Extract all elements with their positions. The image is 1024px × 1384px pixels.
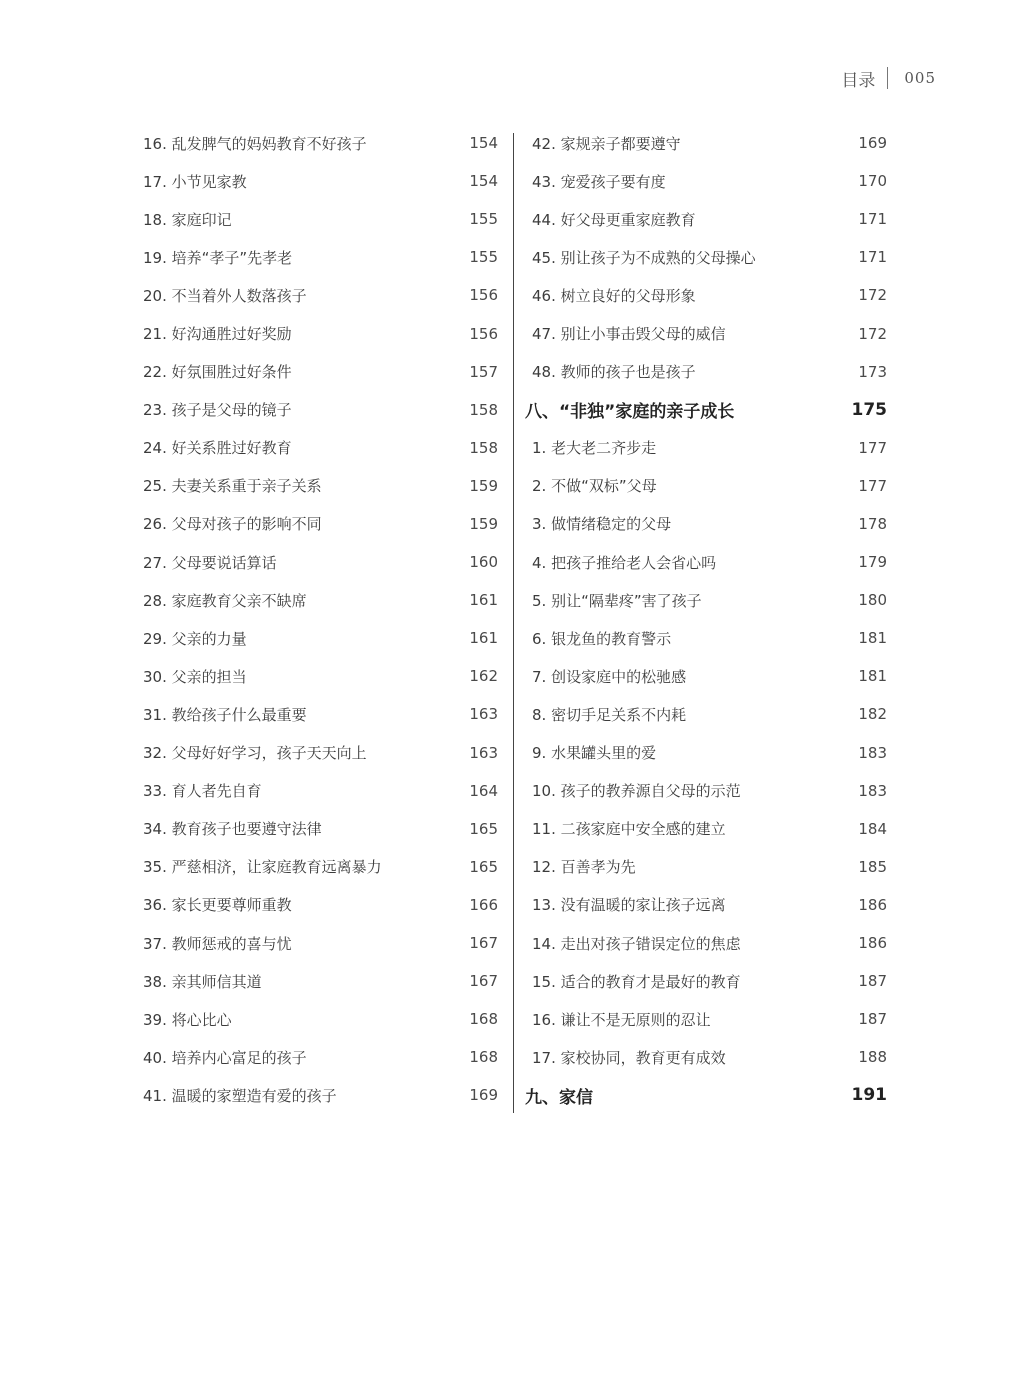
toc-entry-page: 180 — [858, 591, 887, 610]
toc-entry-title: 17. 小节见家教 — [143, 172, 247, 191]
toc-entry-page: 187 — [858, 972, 887, 991]
toc-entry-title: 19. 培养“孝子”先孝老 — [143, 248, 293, 267]
toc-entry-page: 156 — [469, 324, 498, 343]
toc-entry-page: 167 — [469, 934, 498, 953]
toc-entry-title: 29. 父亲的力量 — [143, 629, 247, 648]
toc-entry[interactable] — [143, 238, 498, 276]
toc-entry-page: 154 — [469, 172, 498, 191]
toc-entry-page: 177 — [858, 438, 887, 457]
toc-entry-page: 187 — [858, 1010, 887, 1029]
toc-entry-page: 160 — [469, 553, 498, 572]
toc-entry-page: 175 — [851, 399, 887, 420]
toc-entry[interactable] — [525, 505, 887, 543]
toc-entry-title: 22. 好氛围胜过好条件 — [143, 363, 292, 382]
toc-entry-page: 170 — [858, 172, 887, 191]
toc-entry-title: 1. 老大老二齐步走 — [532, 439, 657, 458]
toc-entry[interactable] — [143, 734, 498, 772]
toc-entry[interactable] — [143, 619, 498, 657]
toc-entry[interactable] — [143, 162, 498, 200]
toc-entry[interactable] — [143, 810, 498, 848]
toc-entry-title: 7. 创设家庭中的松驰感 — [532, 667, 687, 686]
toc-entry-title: 10. 孩子的教养源自父母的示范 — [532, 782, 741, 801]
toc-entry-title: 26. 父母对孩子的影响不同 — [143, 515, 322, 534]
toc-entry-page: 188 — [858, 1048, 887, 1067]
toc-entry-page: 183 — [858, 743, 887, 762]
toc-entry-title: 24. 好关系胜过好教育 — [143, 439, 292, 458]
toc-entry[interactable] — [143, 848, 498, 886]
toc-entry[interactable] — [525, 962, 887, 1000]
toc-entry-page: 157 — [469, 362, 498, 381]
toc-entry[interactable] — [143, 581, 498, 619]
toc-entry-page: 163 — [469, 705, 498, 724]
toc-entry-title: 17. 家校协同，教育更有成效 — [532, 1048, 726, 1067]
toc-entry-title: 25. 夫妻关系重于亲子关系 — [143, 477, 322, 496]
toc-entry-page: 186 — [858, 934, 887, 953]
toc-entry-title: 八、“非独”家庭的亲子成长 — [525, 402, 735, 423]
toc-entry-page: 165 — [469, 857, 498, 876]
toc-entry[interactable] — [143, 314, 498, 352]
toc-entry-page: 186 — [858, 895, 887, 914]
toc-entry-page: 155 — [469, 248, 498, 267]
toc-entry-title: 48. 教师的孩子也是孩子 — [532, 363, 696, 382]
toc-entry-title: 41. 温暖的家塑造有爱的孩子 — [143, 1086, 337, 1105]
toc-entry-page: 164 — [469, 781, 498, 800]
toc-entry-page: 163 — [469, 743, 498, 762]
toc-entry-page: 155 — [469, 210, 498, 229]
toc-entry-title: 45. 别让孩子为不成熟的父母操心 — [532, 248, 756, 267]
toc-entry[interactable] — [525, 162, 887, 200]
toc-entry-page: 172 — [858, 324, 887, 343]
toc-entry-page: 166 — [469, 895, 498, 914]
toc-entry[interactable] — [143, 200, 498, 238]
toc-entry-page: 168 — [469, 1010, 498, 1029]
toc-entry-title: 33. 育人者先自育 — [143, 782, 262, 801]
toc-entry-title: 16. 乱发脾气的妈妈教育不好孩子 — [143, 134, 367, 153]
toc-entry[interactable] — [143, 276, 498, 314]
toc-entry-title: 14. 走出对孩子错误定位的焦虑 — [532, 934, 741, 953]
toc-entry-page: 173 — [858, 362, 887, 381]
toc-entry-page: 158 — [469, 400, 498, 419]
toc-entry-title: 15. 适合的教育才是最好的教育 — [532, 972, 741, 991]
toc-entry[interactable] — [525, 543, 887, 581]
toc-entry-page: 158 — [469, 438, 498, 457]
toc-left-column — [143, 124, 498, 1114]
toc-entry[interactable] — [525, 581, 887, 619]
toc-entry-page: 169 — [858, 134, 887, 153]
toc-entry[interactable] — [525, 848, 887, 886]
toc-entry-page: 159 — [469, 476, 498, 495]
page-number: 005 — [904, 69, 936, 87]
toc-entry[interactable] — [525, 314, 887, 352]
toc-entry-title: 34. 教育孩子也要遵守法律 — [143, 820, 322, 839]
toc-section-heading[interactable] — [525, 391, 887, 429]
toc-entry-page: 177 — [858, 476, 887, 495]
toc-entry[interactable] — [525, 657, 887, 695]
toc-entry-title: 9. 水果罐头里的爱 — [532, 744, 657, 763]
toc-entry-title: 6. 银龙鱼的教育警示 — [532, 629, 672, 648]
toc-entry[interactable] — [143, 124, 498, 162]
toc-entry[interactable] — [525, 1038, 887, 1076]
toc-entry-page: 172 — [858, 286, 887, 305]
toc-entry-title: 39. 将心比心 — [143, 1010, 232, 1029]
toc-entry-title: 18. 家庭印记 — [143, 210, 232, 229]
toc-entry-title: 20. 不当着外人数落孩子 — [143, 286, 307, 305]
toc-entry-page: 181 — [858, 667, 887, 686]
toc-entry-title: 36. 家长更要尊师重教 — [143, 896, 292, 915]
toc-entry-page: 183 — [858, 781, 887, 800]
toc-entry[interactable] — [143, 543, 498, 581]
toc-entry[interactable] — [525, 734, 887, 772]
toc-entry[interactable] — [525, 200, 887, 238]
toc-entry[interactable] — [525, 886, 887, 924]
toc-entry[interactable] — [143, 657, 498, 695]
toc-entry-title: 43. 宠爱孩子要有度 — [532, 172, 666, 191]
toc-entry-title: 23. 孩子是父母的镜子 — [143, 401, 292, 420]
toc-entry-title: 2. 不做“双标”父母 — [532, 477, 657, 496]
toc-entry-page: 191 — [851, 1085, 887, 1106]
toc-entry-page: 168 — [469, 1048, 498, 1067]
toc-entry-page: 171 — [858, 248, 887, 267]
toc-entry-title: 46. 树立良好的父母形象 — [532, 286, 696, 305]
toc-entry[interactable] — [525, 619, 887, 657]
toc-entry-title: 5. 别让“隔辈疼”害了孩子 — [532, 591, 702, 610]
toc-entry[interactable] — [143, 391, 498, 429]
toc-entry-page: 171 — [858, 210, 887, 229]
toc-entry[interactable] — [143, 467, 498, 505]
toc-entry[interactable] — [525, 467, 887, 505]
toc-entry-title: 44. 好父母更重家庭教育 — [532, 210, 696, 229]
toc-entry[interactable] — [143, 1038, 498, 1076]
toc-entry[interactable] — [525, 924, 887, 962]
toc-entry[interactable] — [143, 1000, 498, 1038]
toc-entry-page: 185 — [858, 857, 887, 876]
toc-entry-page: 178 — [858, 514, 887, 533]
toc-entry-page: 167 — [469, 972, 498, 991]
header-divider — [887, 67, 888, 89]
toc-entry-page: 156 — [469, 286, 498, 305]
toc-entry[interactable] — [525, 124, 887, 162]
toc-entry[interactable] — [525, 1000, 887, 1038]
toc-entry[interactable] — [143, 772, 498, 810]
toc-entry[interactable] — [143, 924, 498, 962]
toc-entry-title: 4. 把孩子推给老人会省心吗 — [532, 553, 717, 572]
toc-entry-page: 162 — [469, 667, 498, 686]
toc-entry-title: 11. 二孩家庭中安全感的建立 — [532, 820, 726, 839]
toc-entry[interactable] — [143, 353, 498, 391]
toc-entry[interactable] — [143, 695, 498, 733]
toc-entry-title: 47. 别让小事击毁父母的威信 — [532, 325, 726, 344]
toc-entry-page: 165 — [469, 819, 498, 838]
toc-entry[interactable] — [143, 962, 498, 1000]
toc-entry-title: 37. 教师惩戒的喜与忧 — [143, 934, 292, 953]
toc-entry-title: 30. 父亲的担当 — [143, 667, 247, 686]
toc-entry-title: 16. 谦让不是无原则的忍让 — [532, 1010, 711, 1029]
toc-entry[interactable] — [525, 429, 887, 467]
toc-entry-title: 28. 家庭教育父亲不缺席 — [143, 591, 307, 610]
toc-entry-title: 35. 严慈相济，让家庭教育远离暴力 — [143, 858, 382, 877]
toc-entry[interactable] — [525, 810, 887, 848]
toc-entry-title: 12. 百善孝为先 — [532, 858, 636, 877]
toc-entry-title: 九、家信 — [525, 1087, 593, 1108]
toc-entry-page: 161 — [469, 591, 498, 610]
toc-entry-title: 13. 没有温暖的家让孩子远离 — [532, 896, 726, 915]
toc-section-heading[interactable] — [525, 1076, 887, 1114]
column-divider — [513, 133, 514, 1113]
toc-entry-page: 179 — [858, 553, 887, 572]
toc-right-column — [525, 124, 887, 1114]
toc-entry-page: 159 — [469, 514, 498, 533]
toc-entry-title: 21. 好沟通胜过好奖励 — [143, 325, 292, 344]
toc-entry-title: 27. 父母要说话算话 — [143, 553, 277, 572]
header-title: 目录 — [841, 70, 876, 91]
toc-entry[interactable] — [525, 772, 887, 810]
toc-entry-title: 40. 培养内心富足的孩子 — [143, 1048, 307, 1067]
toc-entry[interactable] — [525, 695, 887, 733]
toc-entry-title: 38. 亲其师信其道 — [143, 972, 262, 991]
toc-entry-title: 3. 做情绪稳定的父母 — [532, 515, 672, 534]
toc-entry-page: 169 — [469, 1086, 498, 1105]
toc-entry-page: 154 — [469, 134, 498, 153]
toc-entry-page: 182 — [858, 705, 887, 724]
toc-entry[interactable] — [143, 429, 498, 467]
toc-entry-title: 8. 密切手足关系不内耗 — [532, 705, 687, 724]
toc-entry-page: 181 — [858, 629, 887, 648]
toc-entry-page: 184 — [858, 819, 887, 838]
toc-entry-title: 32. 父母好好学习，孩子天天向上 — [143, 744, 367, 763]
toc-entry[interactable] — [525, 353, 887, 391]
toc-entry[interactable] — [525, 238, 887, 276]
toc-entry-title: 31. 教给孩子什么最重要 — [143, 705, 307, 724]
toc-entry[interactable] — [143, 505, 498, 543]
toc-entry[interactable] — [143, 886, 498, 924]
toc-entry-page: 161 — [469, 629, 498, 648]
toc-entry[interactable] — [143, 1076, 498, 1114]
toc-entry[interactable] — [525, 276, 887, 314]
running-header — [841, 66, 936, 90]
toc-entry-title: 42. 家规亲子都要遵守 — [532, 134, 681, 153]
